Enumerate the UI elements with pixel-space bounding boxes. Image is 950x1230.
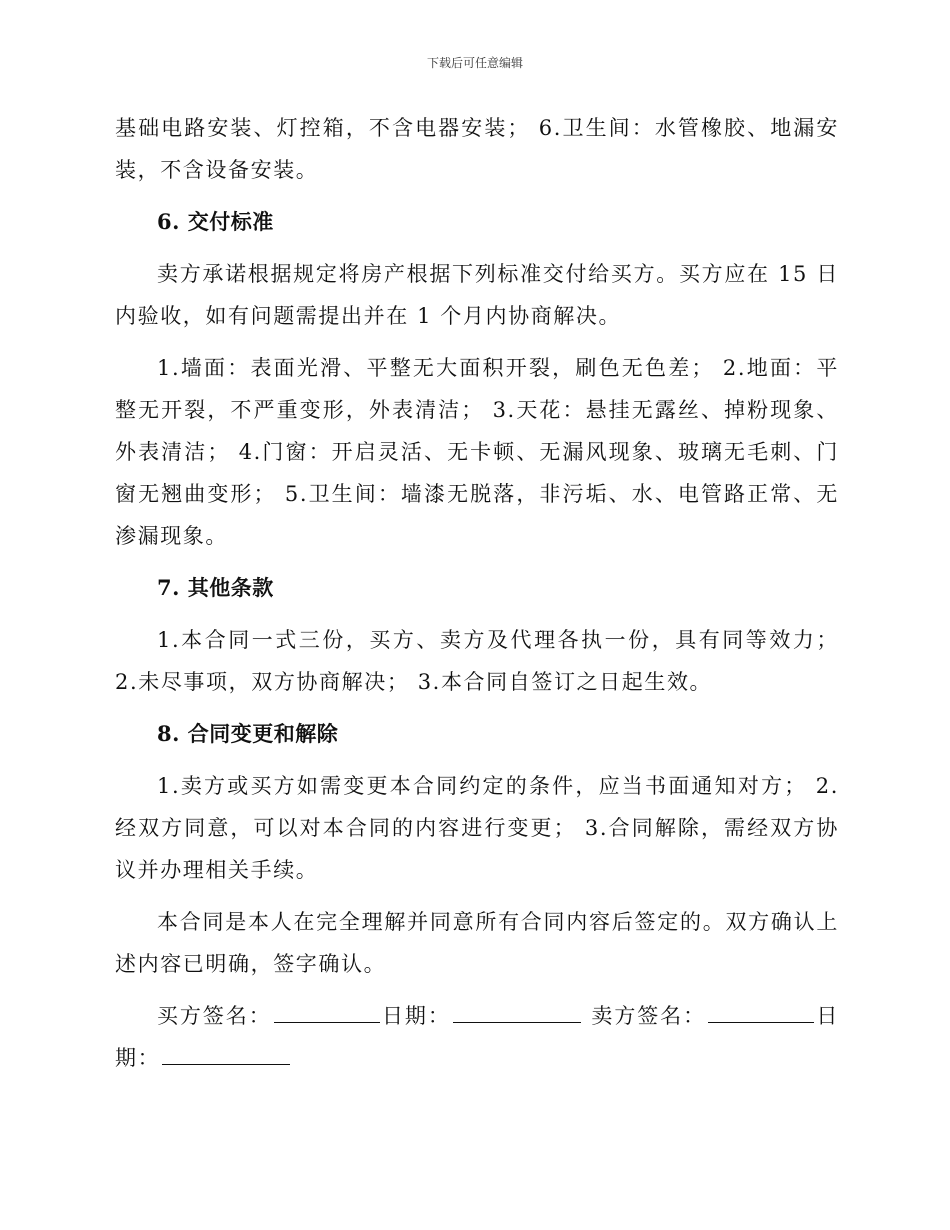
paragraph-delivery-intro: 卖方承诺根据规定将房产根据下列标准交付给买方。买方应在 15 日内验收，如有问题需提出并在 1 个月内协商解决。: [115, 262, 839, 328]
document-body: [115, 107, 839, 1089]
page-header: 下载后可任意编辑: [426, 56, 523, 70]
seller-date-label-part2: 期：: [115, 1046, 161, 1070]
seller-date-label-part1: 日: [816, 1004, 839, 1028]
paragraph-confirmation: 本合同是本人在完全理解并同意所有合同内容后签定的。双方确认上述内容已明确，签字确认。: [115, 910, 839, 976]
section-heading-delivery: 6. 交付标准: [157, 209, 274, 234]
seller-signature-label: 卖方签名：: [591, 1004, 707, 1028]
buyer-date-field[interactable]: [453, 1000, 581, 1023]
paragraph-other-terms: 1.本合同一式三份，买方、卖方及代理各执一份，具有同等效力； 2.未尽事项，双方协商解决； 3.本合同自签订之日起生效。: [115, 628, 839, 694]
paragraph-change-termination: 1.卖方或买方如需变更本合同约定的条件，应当书面通知对方； 2.经双方同意，可以对本合同的内容进行变更； 3.合同解除，需经双方协议并办理相关手续。: [115, 774, 839, 882]
seller-date-field[interactable]: [162, 1042, 290, 1065]
paragraph-delivery-standards: 1.墙面：表面光滑、平整无大面积开裂，刷色无色差； 2.地面：平整无开裂，不严重变形，外表清洁； 3.天花：悬挂无露丝、掉粉现象、外表清洁； 4.门窗：开启灵活、无卡顿、无漏风现象、玻璃无毛刺、门窗无翘曲变形； 5.卫生间：墙漆无脱落，非污垢、水、电管路正常、无渗漏现象。: [115, 356, 839, 548]
seller-signature-field[interactable]: [708, 1000, 814, 1023]
buyer-date-label: 日期：: [381, 1004, 451, 1028]
section-heading-change-termination: 8. 合同变更和解除: [157, 721, 339, 746]
buyer-signature-field[interactable]: [274, 1000, 380, 1023]
paragraph-installation: 基础电路安装、灯控箱，不含电器安装； 6.卫生间：水管橡胶、地漏安装，不含设备安装。: [115, 116, 839, 182]
buyer-signature-label: 买方签名：: [157, 1004, 272, 1028]
section-heading-other-terms: 7. 其他条款: [157, 575, 274, 600]
signature-line: [115, 995, 839, 1079]
